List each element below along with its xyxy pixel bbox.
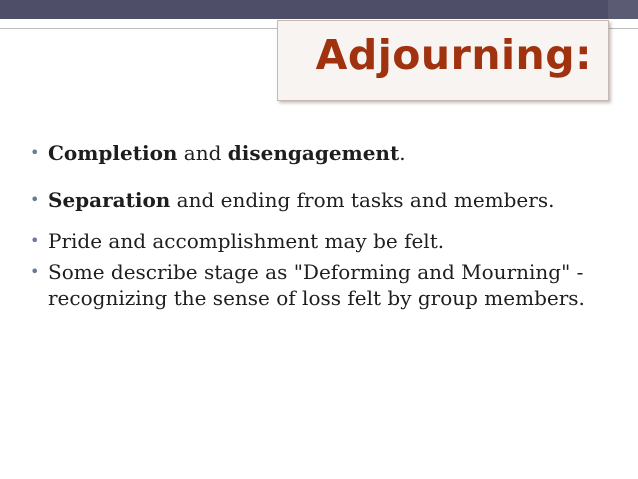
slide-title: Adjourning: — [315, 31, 592, 79]
bullet-dot-icon: • — [30, 190, 40, 209]
bullet-item — [30, 259, 625, 311]
bullet-text: Pride and accomplishment may be felt. — [48, 229, 445, 253]
top-decorative-bar — [0, 0, 638, 19]
bullet-dot-icon: • — [30, 262, 40, 281]
divider-line-left — [0, 28, 282, 29]
bullet-list — [30, 140, 625, 311]
bullet-text: and ending from tasks and members. — [170, 188, 555, 212]
bullet-item — [30, 187, 625, 213]
bullet-bold-text: disengagement — [227, 141, 400, 165]
bullet-text: Some describe stage as "Deforming and Mourning" - recognizing the sense of loss felt by group members. — [48, 260, 585, 310]
bullet-bold-text: Completion — [48, 141, 178, 165]
bullet-item — [30, 228, 625, 254]
bullet-dot-icon: • — [30, 143, 40, 162]
bullet-item — [30, 140, 625, 166]
top-bar-accent — [608, 0, 638, 19]
title-box — [277, 20, 609, 101]
bullet-dot-icon: • — [30, 231, 40, 250]
bullet-bold-text: Separation — [48, 188, 171, 212]
bullet-text: . — [399, 141, 406, 165]
bullet-text: and — [177, 141, 228, 165]
